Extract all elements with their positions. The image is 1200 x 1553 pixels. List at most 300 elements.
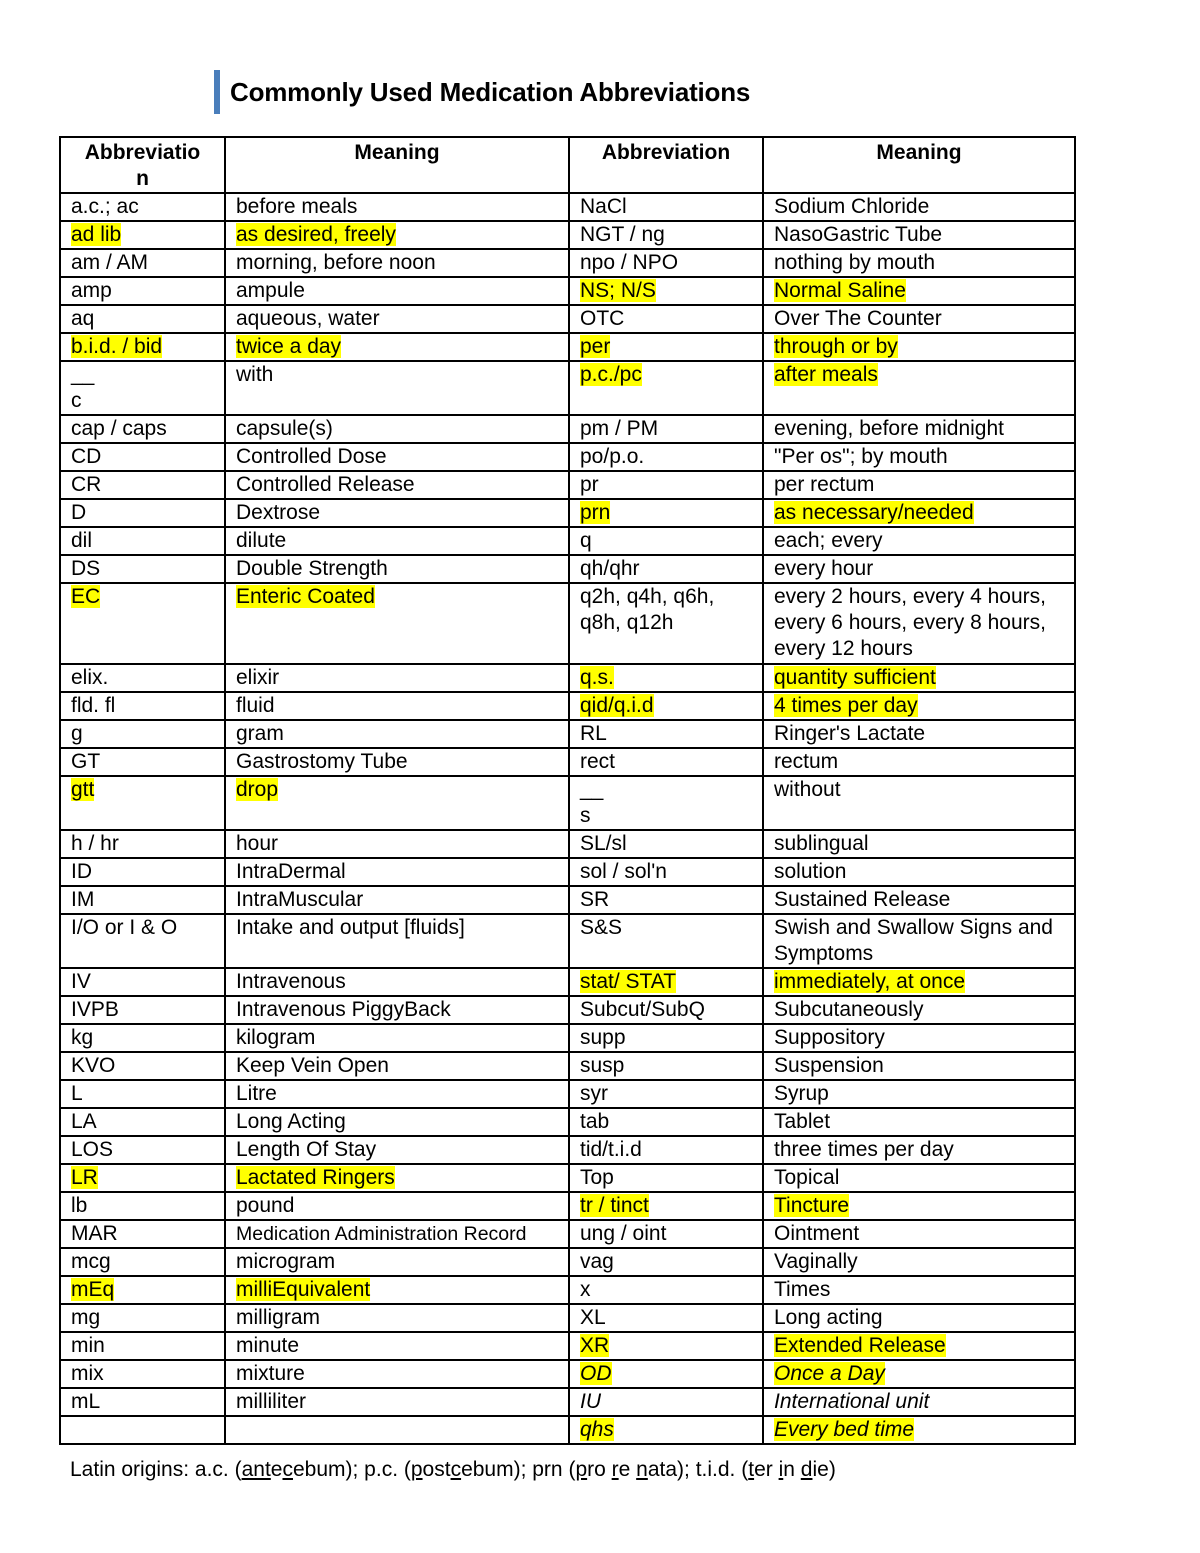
cell-text: L (71, 1082, 83, 1105)
table-row (60, 996, 1075, 1024)
table-row (60, 333, 1075, 361)
footer-text-segment: n (783, 1458, 801, 1481)
abbr-cell (569, 499, 763, 527)
meaning-cell (763, 361, 1075, 415)
meaning-cell (225, 471, 569, 499)
table-header-row (60, 137, 1075, 193)
cell-text: aq (71, 307, 95, 330)
abbr-cell (60, 1360, 225, 1388)
abbr-cell (60, 333, 225, 361)
cell-text: IntraMuscular (236, 888, 364, 911)
abbr-cell (60, 277, 225, 305)
abbr-cell (569, 443, 763, 471)
cell-text: IV (71, 970, 91, 993)
abbr-cell (60, 720, 225, 748)
meaning-cell (225, 692, 569, 720)
cell-text: ad lib (71, 223, 122, 246)
meaning-cell (763, 221, 1075, 249)
footer-text-segment: ); p.c. ( (345, 1458, 411, 1481)
cell-text: tab (580, 1110, 610, 1133)
abbr-cell (569, 221, 763, 249)
cell-text: dil (71, 529, 93, 552)
table-row (60, 443, 1075, 471)
table-row (60, 1024, 1075, 1052)
abbr-cell (60, 499, 225, 527)
abbr-cell (60, 692, 225, 720)
cell-text: Dextrose (236, 501, 321, 524)
table-row (60, 1164, 1075, 1192)
meaning-cell (225, 499, 569, 527)
abbr-cell (60, 415, 225, 443)
table-row (60, 886, 1075, 914)
cell-text: amp (71, 279, 112, 302)
cell-text: before meals (236, 195, 358, 218)
table-row (60, 1192, 1075, 1220)
cell-text: Long acting (774, 1306, 883, 1329)
overbar-mark: __ (71, 363, 95, 386)
title-accent-bar (214, 70, 220, 114)
cell-text: h / hr (71, 832, 119, 855)
overbar-mark: __ (580, 778, 604, 801)
abbr-cell (569, 720, 763, 748)
cell-text: Length Of Stay (236, 1138, 377, 1161)
cell-text: as necessary/needed (774, 501, 974, 524)
footer-text-segment: ebum (292, 1458, 346, 1481)
table-row (60, 1332, 1075, 1360)
abbr-cell (60, 583, 225, 664)
cell-text: per (580, 335, 611, 358)
cell-text: I/O or I & O (71, 916, 178, 939)
abbr-cell (60, 555, 225, 583)
cell-text: pound (236, 1194, 295, 1217)
table-row (60, 858, 1075, 886)
meaning-cell (763, 499, 1075, 527)
cell-text: Over The Counter (774, 307, 942, 330)
table-row (60, 1052, 1075, 1080)
cell-text: Long Acting (236, 1110, 346, 1133)
meaning-cell (763, 305, 1075, 333)
meaning-cell (763, 555, 1075, 583)
cell-text: hour (236, 832, 279, 855)
abbr-cell (569, 830, 763, 858)
abbr-cell (60, 305, 225, 333)
meaning-cell (763, 333, 1075, 361)
meaning-cell (225, 664, 569, 692)
cell-text: XR (580, 1334, 610, 1357)
cell-text: Every bed time (774, 1418, 915, 1441)
abbr-cell (60, 1276, 225, 1304)
meaning-cell (763, 1360, 1075, 1388)
cell-text: elix. (71, 666, 109, 689)
cell-text: susp (580, 1054, 625, 1077)
cell-text: morning, before noon (236, 251, 436, 274)
cell-text: po/p.o. (580, 445, 645, 468)
footer-text-segment: n (636, 1458, 648, 1481)
abbr-cell (569, 1164, 763, 1192)
meaning-cell (763, 1192, 1075, 1220)
abbr-cell (60, 1080, 225, 1108)
cell-text: Sodium Chloride (774, 195, 930, 218)
cell-text: milliliter (236, 1390, 306, 1413)
table-row (60, 583, 1075, 664)
abbr-cell (60, 1416, 225, 1444)
cell-text: am / AM (71, 251, 149, 274)
meaning-cell (225, 830, 569, 858)
abbr-cell (569, 361, 763, 415)
meaning-cell (763, 1332, 1075, 1360)
cell-text: Once a Day (774, 1362, 885, 1385)
abbr-cell (60, 221, 225, 249)
abbr-cell (60, 1388, 225, 1416)
table-row (60, 1388, 1075, 1416)
meaning-cell (225, 1192, 569, 1220)
cell-text: "Per os"; by mouth (774, 445, 948, 468)
abbr-cell (60, 1136, 225, 1164)
abbr-cell (60, 968, 225, 996)
cell-text: mL (71, 1390, 101, 1413)
cell-text: min (71, 1334, 105, 1357)
footer-text-segment: p (575, 1458, 588, 1481)
abbr-cell (569, 1192, 763, 1220)
footer-text-segment: ant (241, 1458, 271, 1481)
cell-text: prn (580, 501, 611, 524)
cell-text: Intravenous PiggyBack (236, 998, 451, 1021)
cell-text: supp (580, 1026, 626, 1049)
cell-text: Tablet (774, 1110, 831, 1133)
abbr-cell (60, 1220, 225, 1248)
cell-text: Tincture (774, 1194, 850, 1217)
abbr-cell (569, 996, 763, 1024)
abbr-cell (60, 471, 225, 499)
cell-text: OD (580, 1362, 612, 1385)
cell-text: b.i.d. / bid (71, 335, 163, 358)
meaning-cell (225, 277, 569, 305)
cell-text: x (580, 1278, 591, 1301)
meaning-cell (763, 1388, 1075, 1416)
table-row (60, 776, 1075, 830)
cell-text: ung / oint (580, 1222, 667, 1245)
meaning-cell (225, 415, 569, 443)
cell-text: Times (774, 1278, 831, 1301)
abbr-cell (60, 664, 225, 692)
cell-text: qid/q.i.d (580, 694, 654, 717)
abbr-cell (569, 305, 763, 333)
meaning-cell (763, 748, 1075, 776)
cell-text: S&S (580, 916, 623, 939)
meaning-cell (225, 914, 569, 968)
abbr-cell (569, 333, 763, 361)
cell-text: capsule(s) (236, 417, 333, 440)
meaning-cell (763, 1248, 1075, 1276)
abbr-cell (569, 858, 763, 886)
abbr-cell (60, 914, 225, 968)
footer-text-segment: ebum (461, 1458, 514, 1481)
table-row (60, 193, 1075, 221)
abbr-cell (569, 555, 763, 583)
cell-text: each; every (774, 529, 883, 552)
cell-text: qh/qhr (580, 557, 640, 580)
cell-text: mg (71, 1306, 101, 1329)
meaning-cell (225, 720, 569, 748)
cell-text: IU (580, 1390, 601, 1413)
meaning-cell (225, 1164, 569, 1192)
meaning-cell (225, 1304, 569, 1332)
meaning-cell (763, 415, 1075, 443)
footer-text-segment: i (778, 1458, 784, 1481)
footer-text-segment: Latin origins: a.c. ( (70, 1458, 242, 1481)
meaning-cell (763, 858, 1075, 886)
table-row (60, 1360, 1075, 1388)
cell-text: Syrup (774, 1082, 829, 1105)
abbr-cell (60, 858, 225, 886)
cell-text: MAR (71, 1222, 118, 1245)
cell-text: Extended Release (774, 1334, 946, 1357)
cell-text: tr / tinct (580, 1194, 649, 1217)
abbr-cell (569, 776, 763, 830)
abbr-cell (569, 1276, 763, 1304)
cell-text: Ringer's Lactate (774, 722, 926, 745)
cell-text: SL/sl (580, 832, 627, 855)
abbr-cell (60, 249, 225, 277)
cell-text: NasoGastric Tube (774, 223, 943, 246)
header-meaning-right: Meaning (763, 137, 1075, 193)
meaning-cell (763, 193, 1075, 221)
footer-text-segment: ); prn ( (513, 1458, 576, 1481)
cell-text: Suspension (774, 1054, 884, 1077)
table-row (60, 1304, 1075, 1332)
footer-text-segment: d (800, 1458, 813, 1481)
abbr-cell (60, 886, 225, 914)
table-row (60, 830, 1075, 858)
meaning-cell (225, 1052, 569, 1080)
footer-text-segment: t (748, 1458, 755, 1481)
table-row (60, 968, 1075, 996)
table-row (60, 748, 1075, 776)
footer-text-segment: e (270, 1458, 283, 1481)
meaning-cell (225, 1416, 569, 1444)
cell-text: c (71, 389, 82, 412)
header-abbreviation-left: Abbreviatio n (60, 137, 225, 193)
cell-text: rectum (774, 750, 839, 773)
abbr-cell (60, 1304, 225, 1332)
cell-text: pr (580, 473, 599, 496)
cell-text: quantity sufficient (774, 666, 936, 689)
footer-text-segment: c (450, 1458, 462, 1481)
cell-text: qhs (580, 1418, 614, 1441)
table-row (60, 1108, 1075, 1136)
abbr-cell (569, 664, 763, 692)
meaning-cell (225, 443, 569, 471)
cell-text: Normal Saline (774, 279, 906, 302)
meaning-cell (763, 996, 1075, 1024)
abbr-cell (60, 1332, 225, 1360)
abbr-cell (60, 1108, 225, 1136)
abbr-cell (569, 1416, 763, 1444)
meaning-cell (225, 886, 569, 914)
cell-text: D (71, 501, 87, 524)
table-row (60, 305, 1075, 333)
meaning-cell (763, 277, 1075, 305)
abbr-cell (569, 1024, 763, 1052)
meaning-cell (225, 555, 569, 583)
cell-text: Topical (774, 1166, 840, 1189)
cell-text: g (71, 722, 83, 745)
meaning-cell (763, 886, 1075, 914)
abbr-cell (60, 1192, 225, 1220)
meaning-cell (763, 1136, 1075, 1164)
cell-text: Double Strength (236, 557, 388, 580)
cell-text: NaCl (580, 195, 627, 218)
meaning-cell (763, 1304, 1075, 1332)
cell-text: LR (71, 1166, 98, 1189)
title-block (214, 70, 750, 114)
cell-text: Subcutaneously (774, 998, 924, 1021)
cell-text: syr (580, 1082, 608, 1105)
meaning-cell (225, 221, 569, 249)
page-title: Commonly Used Medication Abbreviations (230, 76, 751, 107)
meaning-cell (763, 1416, 1075, 1444)
cell-text: npo / NPO (580, 251, 679, 274)
meaning-cell (763, 1024, 1075, 1052)
meaning-cell (225, 305, 569, 333)
abbr-cell (569, 193, 763, 221)
table-row (60, 1276, 1075, 1304)
abbr-cell (60, 1052, 225, 1080)
table-row (60, 471, 1075, 499)
header-abbreviation-right: Abbreviation (569, 137, 763, 193)
cell-text: q (580, 529, 592, 552)
cell-text: SR (580, 888, 610, 911)
cell-text: after meals (774, 363, 878, 386)
abbr-cell (60, 996, 225, 1024)
cell-text: sublingual (774, 832, 869, 855)
cell-text: fluid (236, 694, 275, 717)
cell-text: vag (580, 1250, 614, 1273)
table-row (60, 499, 1075, 527)
meaning-cell (763, 443, 1075, 471)
meaning-cell (763, 776, 1075, 830)
cell-text: gram (236, 722, 284, 745)
footer-text-segment: c (282, 1458, 293, 1481)
meaning-cell (225, 583, 569, 664)
cell-text: mix (71, 1362, 104, 1385)
meaning-cell (763, 583, 1075, 664)
cell-text: sol / sol'n (580, 860, 667, 883)
footer-text-segment: ost (422, 1458, 451, 1481)
cell-text: through or by (774, 335, 898, 358)
table-row (60, 415, 1075, 443)
meaning-cell (763, 1108, 1075, 1136)
abbr-cell (60, 830, 225, 858)
cell-text: IVPB (71, 998, 119, 1021)
meaning-cell (225, 968, 569, 996)
abbreviation-table (59, 136, 1076, 1445)
table-row (60, 527, 1075, 555)
abbr-cell (569, 583, 763, 664)
cell-text: Sustained Release (774, 888, 951, 911)
cell-text: Suppository (774, 1026, 885, 1049)
meaning-cell (225, 1276, 569, 1304)
cell-text: pm / PM (580, 417, 659, 440)
meaning-cell (763, 914, 1075, 968)
cell-text: microgram (236, 1250, 336, 1273)
cell-text: XL (580, 1306, 606, 1329)
cell-text: kg (71, 1026, 94, 1049)
meaning-cell (763, 249, 1075, 277)
meaning-cell (225, 1332, 569, 1360)
cell-text: q2h, q4h, q6h, q8h, q12h (580, 585, 715, 634)
header-meaning-left: Meaning (225, 137, 569, 193)
cell-text: nothing by mouth (774, 251, 936, 274)
abbr-cell (569, 1360, 763, 1388)
cell-text: Subcut/SubQ (580, 998, 705, 1021)
abbr-cell (569, 1052, 763, 1080)
abbr-cell (60, 193, 225, 221)
cell-text: IM (71, 888, 95, 911)
meaning-cell (225, 333, 569, 361)
meaning-cell (763, 1164, 1075, 1192)
abbr-cell (569, 1136, 763, 1164)
meaning-cell (225, 776, 569, 830)
footer-text-segment: ata (647, 1458, 678, 1481)
footer-text-segment: e (618, 1458, 637, 1481)
meaning-cell (763, 720, 1075, 748)
meaning-cell (225, 858, 569, 886)
cell-text: Intravenous (236, 970, 346, 993)
abbr-cell (60, 776, 225, 830)
abbr-cell (60, 361, 225, 415)
cell-text: immediately, at once (774, 970, 966, 993)
cell-text: as desired, freely (236, 223, 396, 246)
table-row (60, 914, 1075, 968)
cell-text: Vaginally (774, 1250, 858, 1273)
cell-text: p.c./pc (580, 363, 642, 386)
abbr-cell (569, 1332, 763, 1360)
cell-text: LOS (71, 1138, 114, 1161)
abbr-cell (60, 1164, 225, 1192)
cell-text: minute (236, 1334, 300, 1357)
meaning-cell (225, 193, 569, 221)
cell-text: KVO (71, 1054, 116, 1077)
cell-text: Controlled Dose (236, 445, 387, 468)
abbr-cell (569, 1388, 763, 1416)
cell-text: International unit (774, 1390, 930, 1413)
cell-text: every hour (774, 557, 874, 580)
cell-text: milliEquivalent (236, 1278, 371, 1301)
cell-text: q.s. (580, 666, 614, 689)
cell-text: three times per day (774, 1138, 954, 1161)
cell-text: Gastrostomy Tube (236, 750, 408, 773)
abbr-cell (569, 471, 763, 499)
cell-text: NGT / ng (580, 223, 665, 246)
cell-text: cap / caps (71, 417, 167, 440)
table-row (60, 720, 1075, 748)
meaning-cell (225, 1220, 569, 1248)
meaning-cell (225, 1108, 569, 1136)
cell-text: DS (71, 557, 101, 580)
cell-text: CD (71, 445, 102, 468)
meaning-cell (225, 1024, 569, 1052)
abbr-cell (569, 886, 763, 914)
table-row (60, 361, 1075, 415)
meaning-cell (763, 1052, 1075, 1080)
cell-text: without (774, 778, 841, 801)
meaning-cell (225, 996, 569, 1024)
footer-text-segment: p (410, 1458, 423, 1481)
cell-text: LA (71, 1110, 97, 1133)
cell-text: kilogram (236, 1026, 316, 1049)
table-row (60, 277, 1075, 305)
